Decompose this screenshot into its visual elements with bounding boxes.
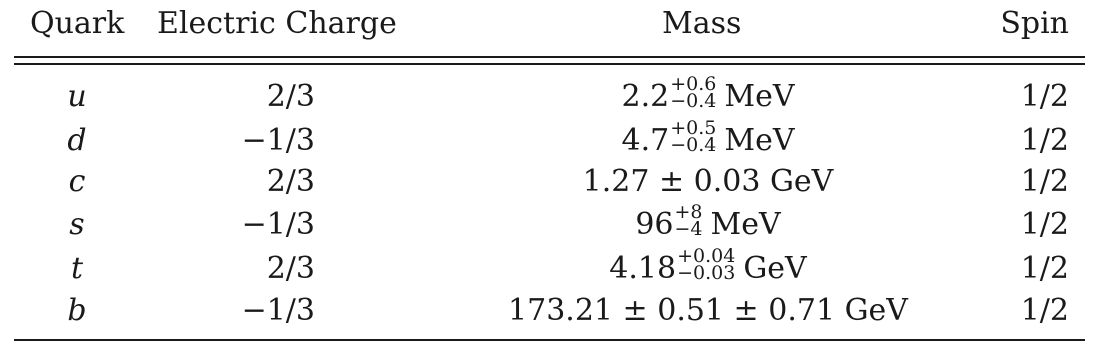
mass-central-value: 4.18 xyxy=(609,251,677,286)
spin-value: 1/2 xyxy=(1020,293,1069,328)
electric-charge-value: 2/3 xyxy=(266,251,315,286)
quark-symbol: s xyxy=(69,207,85,242)
spin-value: 1/2 xyxy=(1020,79,1069,114)
header-spin: Spin xyxy=(1000,6,1069,41)
quark-symbol: d xyxy=(67,123,87,158)
header-rule-top xyxy=(14,56,1085,58)
spin-value: 1/2 xyxy=(1020,251,1069,286)
mass-value xyxy=(448,200,968,243)
spin-value: 1/2 xyxy=(1020,164,1069,199)
mass-uncertainty xyxy=(670,72,717,112)
quark-symbol: c xyxy=(68,164,86,199)
electric-charge-value: 2/3 xyxy=(266,79,315,114)
mass-uncertainty xyxy=(674,200,703,240)
mass-lower-uncertainty: −0.4 xyxy=(670,89,717,112)
mass-upper-uncertainty: +0.5 xyxy=(670,116,717,139)
mass-value xyxy=(448,72,968,115)
table-row xyxy=(14,293,1085,333)
electric-charge-value: −1/3 xyxy=(241,123,315,158)
mass-upper-uncertainty: +0.6 xyxy=(670,72,717,95)
mass-unit: GeV xyxy=(743,251,807,286)
mass-upper-uncertainty: +8 xyxy=(674,200,703,223)
mass-uncertainty xyxy=(670,116,717,156)
mass-unit: MeV xyxy=(724,123,795,158)
mass-value xyxy=(448,116,968,159)
header-rule-bottom xyxy=(14,63,1085,65)
mass-lower-uncertainty: −4 xyxy=(674,217,703,240)
mass-unit: MeV xyxy=(710,207,781,242)
table-row xyxy=(14,72,1085,119)
table-bottom-rule xyxy=(14,339,1085,341)
spin-value: 1/2 xyxy=(1020,123,1069,158)
electric-charge-value: 2/3 xyxy=(266,164,315,199)
header-quark: Quark xyxy=(30,6,125,41)
spin-value: 1/2 xyxy=(1020,207,1069,242)
table-row xyxy=(14,244,1085,291)
table-row xyxy=(14,116,1085,163)
mass-value xyxy=(448,244,968,287)
electric-charge-value: −1/3 xyxy=(241,207,315,242)
mass-value: 173.21 ± 0.51 ± 0.71 GeV xyxy=(508,293,908,328)
quark-table xyxy=(14,0,1085,342)
quark-symbol: u xyxy=(67,79,87,114)
header-mass: Mass xyxy=(662,6,742,41)
mass-central-value: 96 xyxy=(635,207,674,242)
mass-central-value: 2.2 xyxy=(621,79,670,114)
mass-unit: MeV xyxy=(724,79,795,114)
table-row xyxy=(14,200,1085,247)
mass-lower-uncertainty: −0.03 xyxy=(677,261,736,284)
table-row xyxy=(14,164,1085,204)
mass-central-value: 4.7 xyxy=(621,123,670,158)
quark-symbol: b xyxy=(67,293,87,328)
quark-symbol: t xyxy=(70,251,84,286)
mass-uncertainty xyxy=(677,244,736,284)
mass-lower-uncertainty: −0.4 xyxy=(670,133,717,156)
electric-charge-value: −1/3 xyxy=(241,293,315,328)
header-electric-charge: Electric Charge xyxy=(157,6,397,41)
mass-upper-uncertainty: +0.04 xyxy=(677,244,736,267)
mass-value: 1.27 ± 0.03 GeV xyxy=(582,164,834,199)
